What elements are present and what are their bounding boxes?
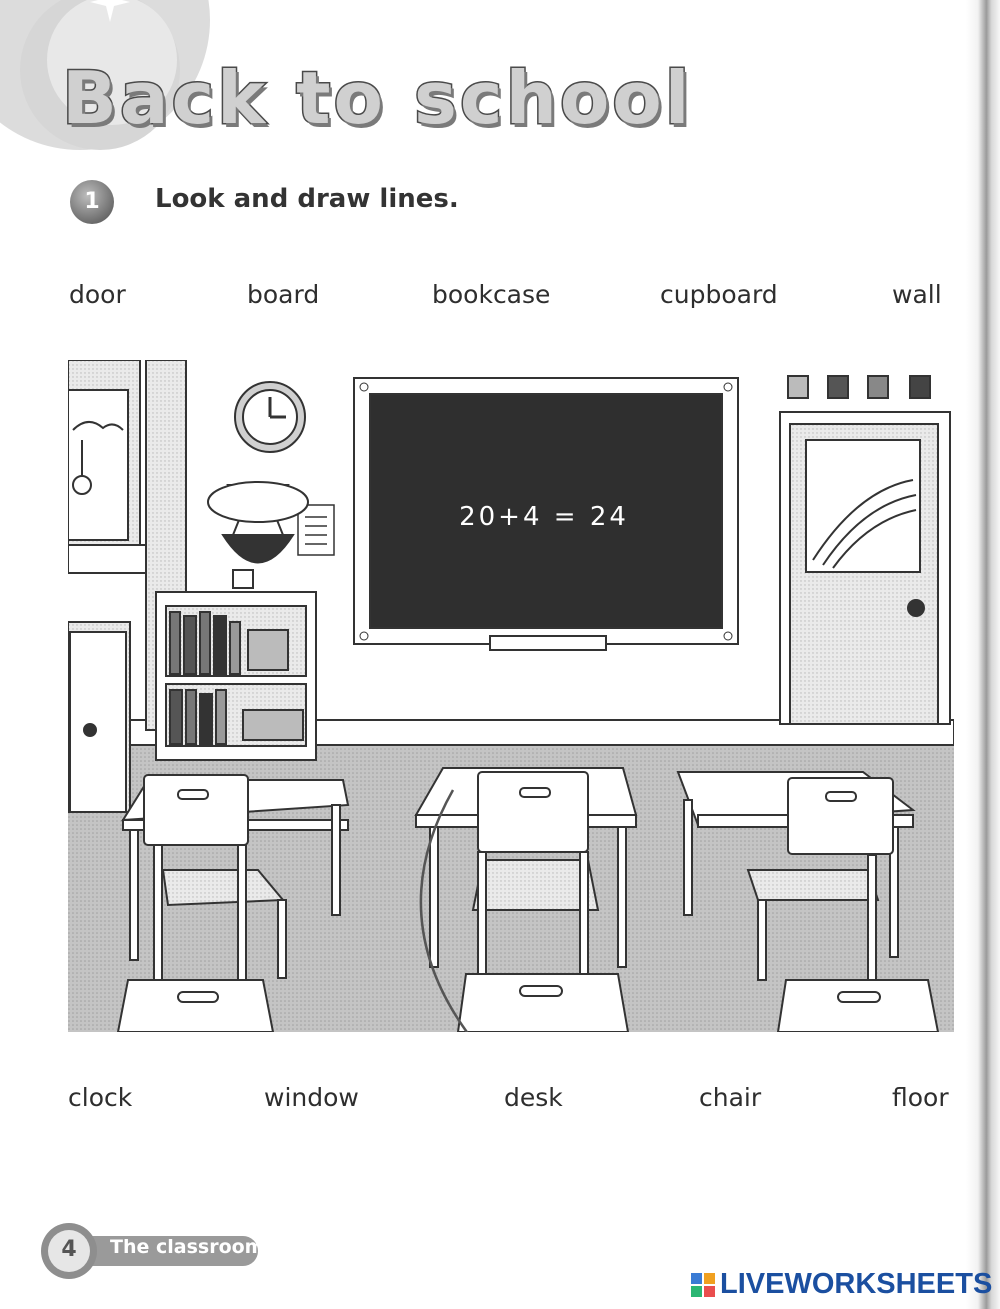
word-chair[interactable]: chair — [699, 1083, 762, 1112]
page-binding-edge — [966, 0, 1000, 1309]
board-equation: 20+4 = 24 — [459, 502, 629, 532]
liveworksheets-icon — [690, 1272, 716, 1298]
word-desk[interactable]: desk — [504, 1083, 563, 1112]
word-wall[interactable]: wall — [892, 280, 942, 309]
word-board[interactable]: board — [247, 280, 320, 309]
door — [780, 412, 950, 724]
brand-name: LIVEWORKSHEETS — [720, 1268, 993, 1300]
exercise-instruction: Look and draw lines. — [155, 184, 459, 214]
word-bookcase[interactable]: bookcase — [432, 280, 551, 309]
word-floor[interactable]: floor — [892, 1083, 949, 1112]
section-label: The classroom — [110, 1236, 265, 1258]
word-clock[interactable]: clock — [68, 1083, 133, 1112]
cupboard — [68, 622, 130, 812]
page-title: Back to school — [62, 56, 693, 140]
word-window[interactable]: window — [264, 1083, 359, 1112]
page-number: 4 — [61, 1237, 77, 1262]
word-cupboard[interactable]: cupboard — [660, 280, 778, 309]
word-door[interactable]: door — [69, 280, 126, 309]
liveworksheets-logo[interactable] — [690, 1268, 992, 1301]
classroom-illustration — [68, 360, 954, 1032]
board — [354, 378, 738, 650]
clock — [235, 382, 305, 452]
bookcase — [156, 592, 316, 760]
exercise-number-badge: 1 — [70, 180, 114, 224]
